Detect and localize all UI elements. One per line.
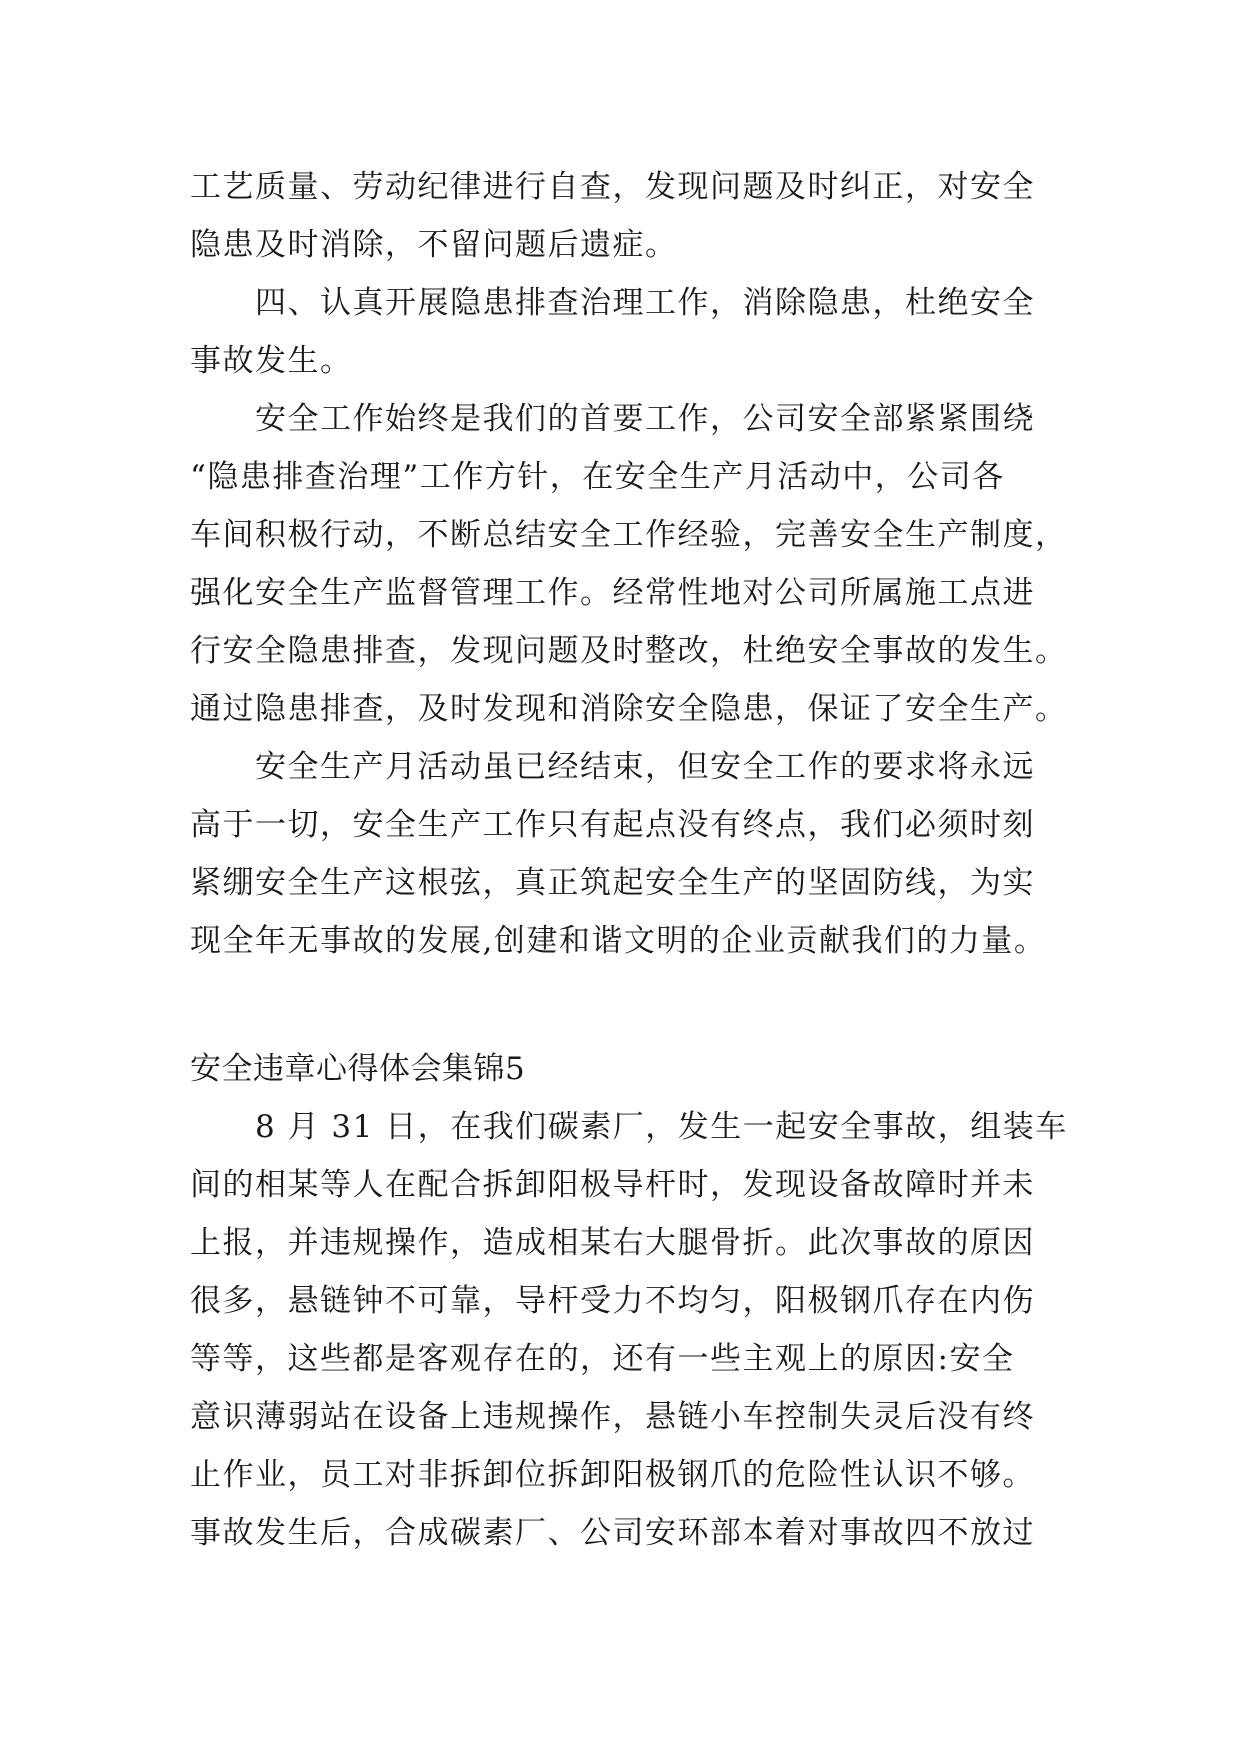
text-line: 四、认真开展隐患排查治理工作，消除隐患，杜绝安全 [190, 285, 1035, 321]
text-line: 事故发生。 [190, 343, 353, 379]
text-line: 强化安全生产监督管理工作。经常性地对公司所属施工点进 [190, 575, 1035, 611]
text-line: 很多，悬链钟不可靠，导杆受力不均匀，阳极钢爪存在内伤 [190, 1283, 1035, 1319]
text-line: 上报，并违规操作，造成相某右大腿骨折。此次事故的原因 [190, 1225, 1035, 1261]
text-line: 隐患及时消除，不留问题后遗症。 [190, 227, 678, 263]
text-line: 紧绷安全生产这根弦，真正筑起安全生产的坚固防线，为实 [190, 865, 1035, 901]
text-line: 止作业，员工对非拆卸位拆卸阳极钢爪的危险性认识不够。 [190, 1457, 1035, 1493]
section-b-text [190, 1040, 1070, 1562]
text-line: 间的相某等人在配合拆卸阳极导杆时，发现设备故障时并未 [190, 1167, 1035, 1203]
text-line: 安全生产月活动虽已经结束，但安全工作的要求将永远 [190, 749, 1035, 785]
text-line: 通过隐患排查，及时发现和消除安全隐患，保证了安全生产。 [190, 691, 1068, 727]
text-line: “隐患排查治理”工作方针，在安全生产月活动中，公司各 [190, 459, 1005, 495]
section-heading: 安全违章心得体会集锦5 [190, 1051, 526, 1087]
text-line: 行安全隐患排查，发现问题及时整改，杜绝安全事故的发生。 [190, 633, 1068, 669]
text-line: 事故发生后，合成碳素厂、公司安环部本着对事故四不放过 [190, 1515, 1035, 1551]
text-line: 安全工作始终是我们的首要工作，公司安全部紧紧围绕 [190, 401, 1035, 437]
text-line: 高于一切，安全生产工作只有起点没有终点，我们必须时刻 [190, 807, 1035, 843]
text-line: 8 月 31 日，在我们碳素厂，发生一起安全事故，组装车 [190, 1109, 1068, 1145]
text-line: 意识薄弱站在设备上违规操作，悬链小车控制失灵后没有终 [190, 1399, 1035, 1435]
text-line: 工艺质量、劳动纪律进行自查，发现问题及时纠正，对安全 [190, 169, 1035, 205]
section-a-text [190, 158, 1070, 970]
text-line: 车间积极行动，不断总结安全工作经验，完善安全生产制度， [190, 517, 1068, 553]
text-line: 等等，这些都是客观存在的，还有一些主观上的原因:安全 [190, 1341, 1015, 1377]
text-line: 现全年无事故的发展,创建和谐文明的企业贡献我们的力量。 [190, 923, 1047, 959]
